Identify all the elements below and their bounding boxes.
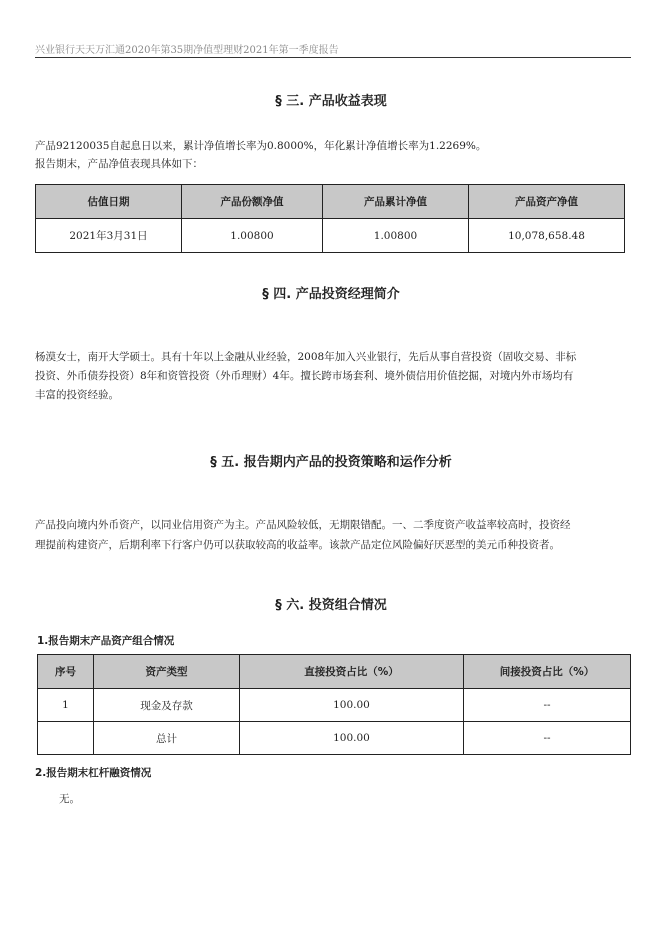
- col-header: 估值日期: [36, 185, 182, 219]
- cell: 100.00: [240, 722, 464, 755]
- subheading-2: 2.报告期末杠杆融资情况: [35, 767, 152, 779]
- subheading-1: 1.报告期末产品资产组合情况: [37, 635, 175, 647]
- cell: 2021年3月31日: [36, 219, 182, 253]
- col-header: 间接投资占比（%）: [464, 655, 631, 689]
- cell: 现金及存款: [94, 689, 240, 722]
- cell: 1: [38, 689, 94, 722]
- section-4-title: § 四. 产品投资经理简介: [262, 287, 400, 302]
- cell: 1.00800: [182, 219, 323, 253]
- sec4-line-1: 杨漠女士，南开大学硕士。具有十年以上金融从业经验，2008年加入兴业银行，先后从事自营投资（固收交易、非标: [35, 351, 577, 363]
- cell: 100.00: [240, 689, 464, 722]
- nav-table: [35, 184, 625, 253]
- sec5-line-2: 理提前构建资产，后期利率下行客户仍可以获取较高的收益率。该款产品定位风险偏好厌恶型的美元币种投资者。: [35, 539, 560, 551]
- section-3-title: § 三. 产品收益表现: [275, 94, 387, 109]
- header-rule: [35, 57, 631, 58]
- running-header: 兴业银行天天万汇通2020年第35期净值型理财2021年第一季度报告: [35, 45, 339, 56]
- sec4-line-2: 投资、外币债券投资）8年和资管投资（外币理财）4年。擅长跨市场套利、境外债信用价值挖掘，对境内外市场均有: [35, 370, 574, 382]
- sec3-line-1: 产品92120035自起息日以来，累计净值增长率为0.8000%，年化累计净值增长率为1.2269%。: [35, 140, 487, 152]
- cell: --: [464, 722, 631, 755]
- col-header: 产品份额净值: [182, 185, 323, 219]
- cell: 总计: [94, 722, 240, 755]
- col-header: 资产类型: [94, 655, 240, 689]
- sec3-line-2: 报告期末，产品净值表现具体如下：: [35, 158, 203, 170]
- cell: [38, 722, 94, 755]
- cell: 1.00800: [323, 219, 469, 253]
- col-header: 产品资产净值: [469, 185, 625, 219]
- sec5-line-1: 产品投向境内外币资产，以同业信用资产为主。产品风险较低，无期限错配。一、二季度资产收益率较高时，投资经: [35, 519, 571, 531]
- portfolio-table: [37, 654, 631, 755]
- col-header: 产品累计净值: [323, 185, 469, 219]
- section-5-title: § 五. 报告期内产品的投资策略和运作分析: [210, 455, 452, 470]
- cell: 10,078,658.48: [469, 219, 625, 253]
- col-header: 直接投资占比（%）: [240, 655, 464, 689]
- table-row: [36, 219, 625, 253]
- sec4-line-3: 丰富的投资经验。: [35, 389, 119, 401]
- table-row: [38, 722, 631, 755]
- table-row: [38, 689, 631, 722]
- leverage-text: 无。: [59, 793, 80, 805]
- cell: --: [464, 689, 631, 722]
- col-header: 序号: [38, 655, 94, 689]
- section-6-title: § 六. 投资组合情况: [275, 598, 387, 613]
